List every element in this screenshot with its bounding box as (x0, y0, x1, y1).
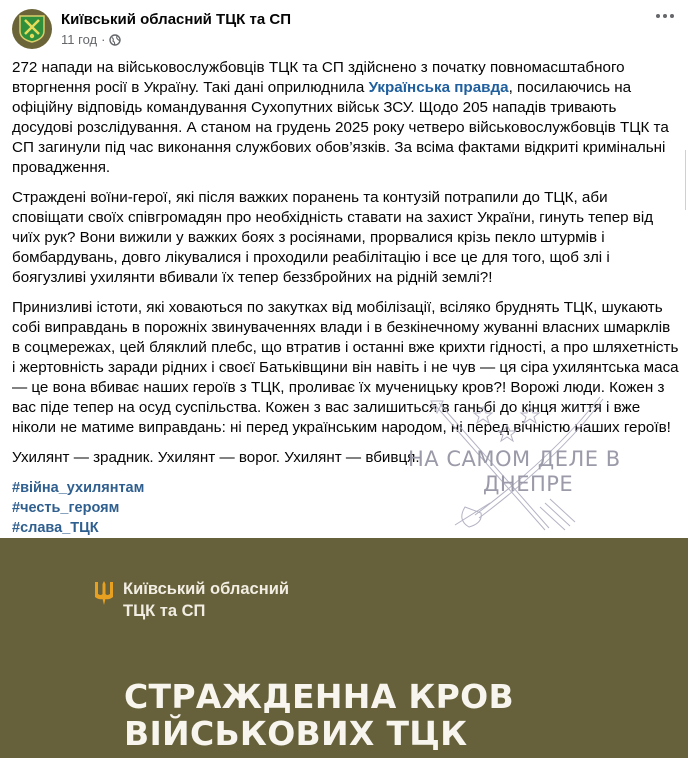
avatar[interactable] (12, 9, 52, 49)
globe-icon (109, 34, 121, 46)
banner-logo (93, 578, 289, 622)
watermark-line-2: ДНЕПРЕ (483, 472, 574, 496)
paragraph-4: Ухилянт — зрадник. Ухилянт — ворог. Ухилянт — вбивця. (12, 449, 420, 466)
watermark-line-1: НА САМОМ ДЕЛЕ В (408, 447, 621, 471)
separator-dot: · (101, 32, 106, 47)
banner-title (124, 678, 514, 752)
paragraph-2: Страждені воїни-герої, які після важких поранень та контузій потрапили до ТЦК, аби сповіщати своїх співгромадян про необхідність ставати на захист України, гинуть тепер від чиїх рук? Вони вижили у важких боях з росіянами, прорвалися крізь пекло штурмів і бомбардувань, довго лікувалися і проходили реабілітацію і все це для того, щоб злі і боягузливі ухилянти вбивали їх тепер беззбройних на рідній землі?! (12, 189, 654, 286)
hashtag-link[interactable]: #слава_ТЦК (12, 520, 99, 536)
paragraph-text: 272 напади на військовослужбовців ТЦК та СП здійснено з початку повномасштабного вторгнення росії в Україну. Такі дані оприлюднила (12, 59, 625, 96)
coat-of-arms-icon (19, 15, 45, 43)
more-dot-icon (663, 14, 667, 18)
page-name-link[interactable]: Київський обласний ТЦК та СП (61, 11, 291, 28)
post-header (12, 8, 291, 50)
hashtag-link[interactable]: #честь_героям (12, 500, 120, 516)
more-dot-icon (670, 14, 674, 18)
banner-org-line-1: Київський обласний (123, 580, 289, 598)
post-image-banner[interactable] (0, 538, 688, 758)
more-options-button[interactable] (656, 14, 674, 18)
scrollbar-edge (685, 150, 686, 210)
post-timestamp[interactable]: 11 год (61, 32, 98, 47)
banner-title-line-2: ВІЙСЬКОВИХ ТЦК (124, 714, 468, 753)
paragraph-3: Принизливі істоти, які ховаються по закутках від мобілізації, всіляко бруднять ТЦК, шукають собі виправдань в порожніх звинуваченнях влади і в безкінечному жуванні власних шмарклів в соцмережах, цей бляклий плебс, що втратив і останні вже крихти гідності, а про шляхетність і жертовність заради рідних і своєї Батьківщини він навіть і не чув — ця сіра ухилянтська маса — це вона вбиває наших героїв з ТЦК, проливає їх мученицьку кров?! Ворожі люди. Кожен з вас піде тепер на осуд суспільства. Кожен з вас залишиться в ганьбі до кінця життя і вже ніколи не матиме виправдань: ні перед українським народом, ні перед вічністю наших героїв! (12, 299, 679, 436)
banner-title-line-1: СТРАЖДЕННА КРОВ (124, 677, 514, 716)
banner-org-line-2: ТЦК та СП (123, 602, 206, 620)
hashtag-link[interactable]: #війна_ухилянтам (12, 480, 145, 496)
more-dot-icon (656, 14, 660, 18)
trident-icon (93, 580, 115, 606)
paragraph-1 (12, 58, 680, 178)
paragraph-text: , посилаючись на офіційну відповідь командування Сухопутних військ ЗСУ. Щодо 205 нападів тривають досудові розслідування. А станом на грудень 2025 року четверо військовослужбовців ТЦК та СП загинули під час виконання службових обов’язків. За всіма фактами відкриті кримінальні провадження. (12, 79, 669, 176)
post-body (12, 58, 680, 558)
ukrainska-pravda-link[interactable]: Українська правда (368, 79, 509, 96)
